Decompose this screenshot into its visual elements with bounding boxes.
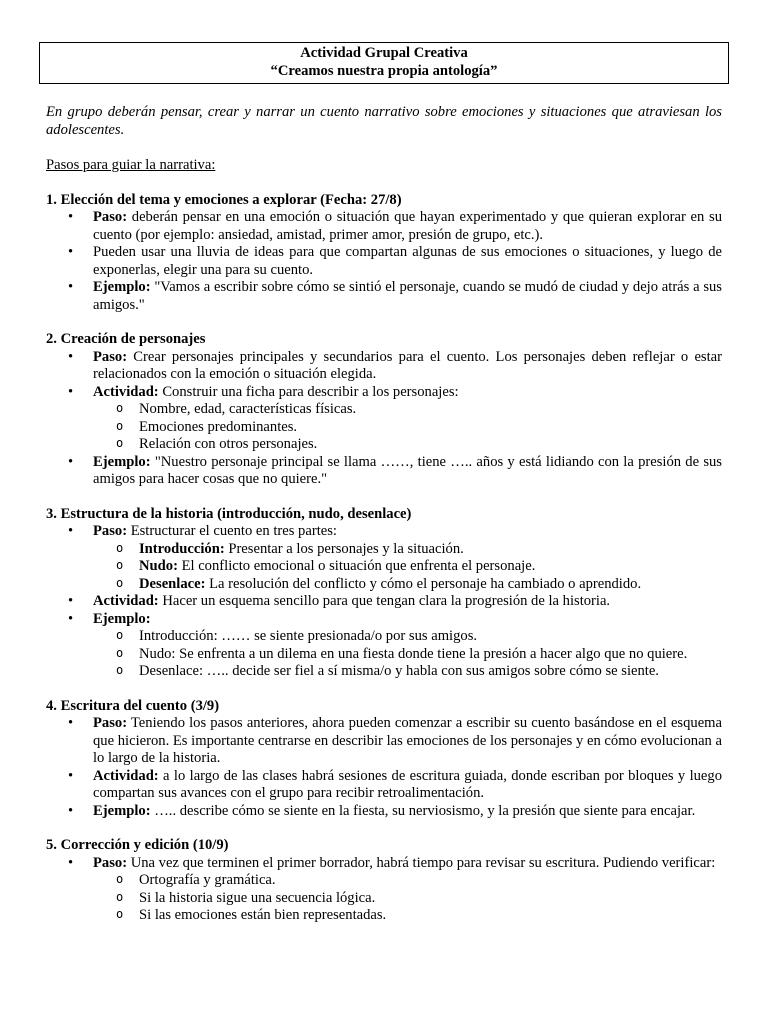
sub-item xyxy=(46,646,722,664)
sub-text: Ortografía y gramática. xyxy=(139,872,276,888)
bullet-label: Ejemplo: xyxy=(93,453,151,470)
sub-text: Emociones predominantes. xyxy=(139,418,298,435)
sub-list xyxy=(93,872,722,925)
sub-item xyxy=(46,558,722,576)
sub-item xyxy=(46,907,722,925)
sub-text: Introducción: …… se siente presionada/o por sus amigos. xyxy=(139,628,478,644)
sub-list xyxy=(93,401,722,454)
bullet-label: Paso: xyxy=(93,523,128,539)
bullet-list xyxy=(46,209,722,314)
section-2 xyxy=(46,331,722,489)
bullet-text: Hacer un esquema sencillo para que tengan clara la progresión de la historia. xyxy=(158,593,611,609)
bullet-label: Actividad: xyxy=(93,767,159,784)
bullet-item xyxy=(46,523,722,593)
bullet-label: Paso: xyxy=(93,854,128,871)
bullet-text: Una vez que terminen el primer borrador, habrá tiempo para revisar su escritura. Pudiendo verificar: xyxy=(127,854,716,871)
section-title: 4. Escritura del cuento (3/9) xyxy=(46,697,220,714)
bullet-text: "Vamos a escribir sobre cómo se sintió el personaje, cuando se mudó de ciudad y dejo atrás a sus amigos." xyxy=(93,279,722,313)
section-1 xyxy=(46,192,722,315)
bullet-label: Paso: xyxy=(93,348,128,365)
bullet-text: deberán pensar en una emoción o situación que hayan experimentado y que quieran explorar en su cuento (por ejemplo: ansiedad, amistad, primer amor, presión de grupo, etc.). xyxy=(93,209,722,243)
bullet-text: Estructurar el cuento en tres partes: xyxy=(127,523,337,539)
bullet-item xyxy=(46,244,722,279)
bullet-label: Ejemplo: xyxy=(93,279,151,295)
steps-heading: Pasos para guiar la narrativa: xyxy=(46,157,216,173)
bullet-item xyxy=(46,768,722,803)
bullet-item xyxy=(46,454,722,489)
bullet-item xyxy=(46,349,722,384)
bullet-item xyxy=(46,803,722,821)
sub-text: Relación con otros personajes. xyxy=(139,436,318,452)
sub-item xyxy=(46,419,722,437)
bullet-item xyxy=(46,611,722,681)
document-title: Actividad Grupal Creativa xyxy=(300,45,468,61)
intro-paragraph: En grupo deberán pensar, crear y narrar un cuento narrativo sobre emociones y situaciones que atraviesan los adolescentes. xyxy=(46,104,722,138)
bullet-list xyxy=(46,523,722,681)
sub-list xyxy=(93,541,722,594)
sub-item xyxy=(46,890,722,908)
bullet-list xyxy=(46,349,722,489)
sub-item xyxy=(46,541,722,559)
bullet-text: Crear personajes principales y secundarios para el cuento. Los personajes deben reflejar o estar relacionados con la emoción o situación elegida. xyxy=(93,348,722,382)
document-page xyxy=(46,42,722,925)
sub-text: Desenlace: ….. decide ser fiel a sí misma/o y habla con sus amigos sobre cómo se siente. xyxy=(139,663,659,679)
bullet-text: Construir una ficha para describir a los personajes: xyxy=(158,383,459,400)
bullet-label: Paso: xyxy=(93,715,128,731)
bullet-item xyxy=(46,384,722,454)
sub-text: Nombre, edad, características físicas. xyxy=(139,401,357,417)
sub-text: Nudo: Se enfrenta a un dilema en una fiesta donde tiene la presión a hacer algo que no quiere. xyxy=(139,645,688,662)
sub-label: Introducción: xyxy=(139,540,225,557)
section-title: 5. Corrección y edición (10/9) xyxy=(46,837,229,853)
sub-list xyxy=(93,628,722,681)
bullet-text: Pueden usar una lluvia de ideas para que compartan algunas de sus emociones o situaciones, y luego de exponerlas, elegir una para su cuento. xyxy=(93,244,722,278)
sub-item xyxy=(46,872,722,890)
document-subtitle: “Creamos nuestra propia antología” xyxy=(270,62,498,79)
bullet-text: a lo largo de las clases habrá sesiones de escritura guiada, donde escriban por bloques y luego compartan sus avances con el grupo para recibir retroalimentación. xyxy=(93,767,722,801)
bullet-label: Actividad: xyxy=(93,383,159,400)
sub-text: Si la historia sigue una secuencia lógica. xyxy=(139,889,376,906)
bullet-text: "Nuestro personaje principal se llama ……, tiene ….. años y está lidiando con la presión de sus amigos para hacer cosas que no quiere." xyxy=(93,453,722,487)
bullet-item xyxy=(46,593,722,611)
sections-container xyxy=(46,192,722,925)
sub-text: Si las emociones están bien representadas. xyxy=(139,907,387,923)
sub-item xyxy=(46,628,722,646)
bullet-item xyxy=(46,279,722,314)
bullet-label: Actividad: xyxy=(93,593,159,609)
bullet-list xyxy=(46,715,722,820)
sub-text: Presentar a los personajes y la situación. xyxy=(224,540,464,557)
sub-label: Nudo: xyxy=(139,558,178,574)
bullet-item xyxy=(46,715,722,768)
bullet-item xyxy=(46,209,722,244)
bullet-item xyxy=(46,855,722,925)
bullet-label: Ejemplo: xyxy=(93,802,151,819)
bullet-label: Paso: xyxy=(93,209,128,225)
section-3 xyxy=(46,506,722,681)
bullet-text: Teniendo los pasos anteriores, ahora pueden comenzar a escribir su cuento basándose en el esquema que hicieron. Es importante centrarse en describir las emociones de los personajes y en cómo evolucionan a lo largo de la historia. xyxy=(93,715,722,766)
bullet-text: ….. describe cómo se siente en la fiesta, su nerviosismo, y la presión que siente para encajar. xyxy=(150,802,696,819)
sub-item xyxy=(46,436,722,454)
section-title: 3. Estructura de la historia (introducción, nudo, desenlace) xyxy=(46,505,412,522)
bullet-label: Ejemplo: xyxy=(93,610,151,627)
sub-text: El conflicto emocional o situación que enfrenta el personaje. xyxy=(177,558,536,574)
section-4 xyxy=(46,698,722,821)
section-5 xyxy=(46,837,722,925)
sub-item xyxy=(46,663,722,681)
section-title: 1. Elección del tema y emociones a explorar (Fecha: 27/8) xyxy=(46,191,402,208)
title-box xyxy=(39,42,729,84)
bullet-list xyxy=(46,855,722,925)
section-title: 2. Creación de personajes xyxy=(46,331,206,347)
sub-item xyxy=(46,576,722,594)
sub-label: Desenlace: xyxy=(139,575,206,592)
sub-text: La resolución del conflicto y cómo el personaje ha cambiado o aprendido. xyxy=(205,575,642,592)
sub-item xyxy=(46,401,722,419)
